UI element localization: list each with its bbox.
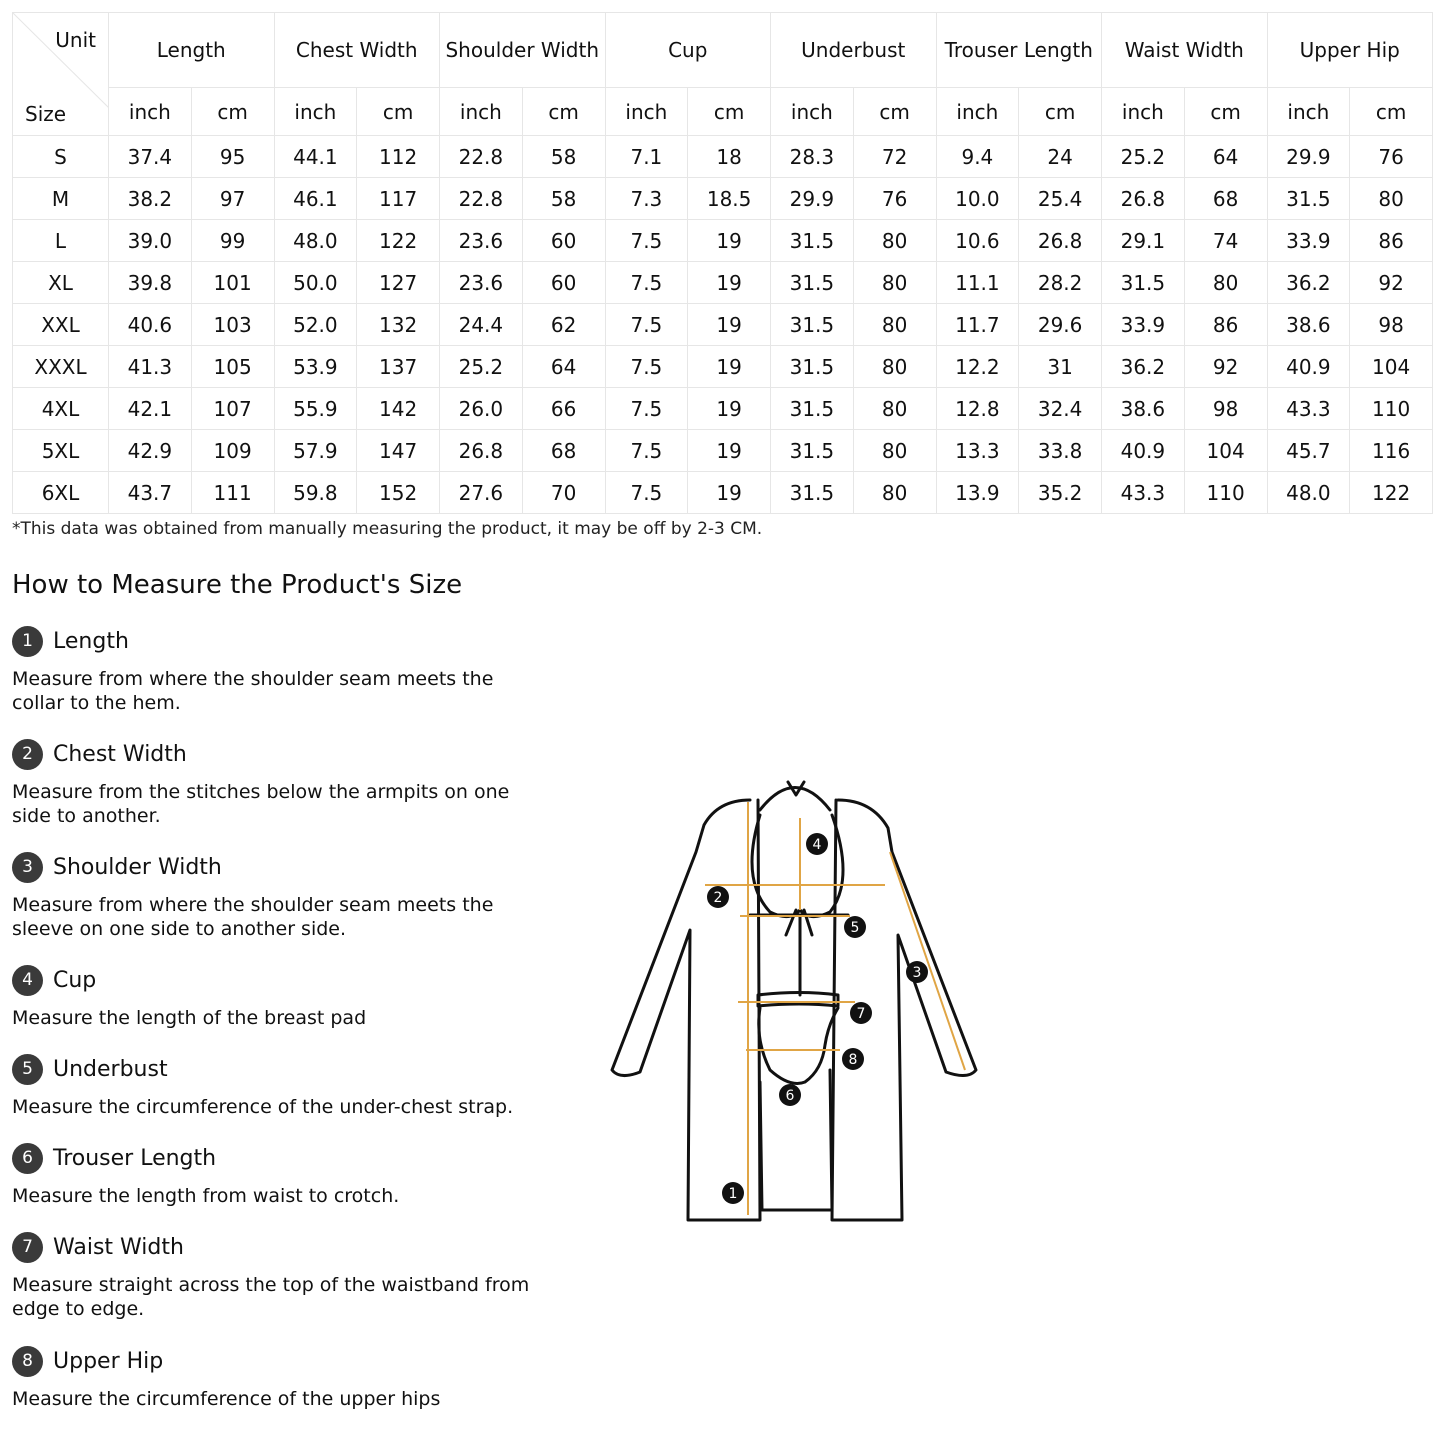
value-cell: 137 — [357, 346, 440, 388]
value-cell: 40.9 — [1267, 346, 1350, 388]
value-cell: 19 — [688, 220, 771, 262]
marker-number: 4 — [812, 837, 822, 853]
marker-number: 1 — [728, 1186, 738, 1202]
value-cell: 7.5 — [605, 346, 688, 388]
value-cell: 31.5 — [771, 304, 854, 346]
value-cell: 31.5 — [771, 262, 854, 304]
top-tie — [786, 910, 812, 995]
value-cell: 19 — [688, 472, 771, 514]
value-cell: 7.5 — [605, 472, 688, 514]
value-cell: 70 — [522, 472, 605, 514]
value-cell: 80 — [1350, 178, 1433, 220]
marker-2-icon — [707, 886, 729, 908]
marker-number: 5 — [850, 920, 860, 936]
value-cell: 13.3 — [936, 430, 1019, 472]
value-cell: 22.8 — [440, 178, 523, 220]
garment-diagram — [600, 770, 990, 1230]
measure-name: Trouser Length — [53, 1145, 217, 1171]
value-cell: 109 — [191, 430, 274, 472]
header-upper-hip: Upper Hip — [1267, 13, 1433, 88]
measure-head — [12, 738, 532, 770]
table-row — [13, 472, 1433, 514]
value-cell: 117 — [357, 178, 440, 220]
value-cell: 48.0 — [1267, 472, 1350, 514]
value-cell: 38.2 — [109, 178, 192, 220]
unit-cm: cm — [853, 88, 936, 136]
value-cell: 80 — [853, 262, 936, 304]
unit-inch: inch — [1102, 88, 1185, 136]
marker-7-icon — [850, 1002, 872, 1024]
value-cell: 13.9 — [936, 472, 1019, 514]
value-cell: 24 — [1019, 136, 1102, 178]
unit-cm: cm — [688, 88, 771, 136]
value-cell: 31.5 — [771, 220, 854, 262]
size-table-body — [13, 136, 1433, 514]
value-cell: 12.2 — [936, 346, 1019, 388]
marker-3-icon — [906, 961, 928, 983]
value-cell: 29.1 — [1102, 220, 1185, 262]
measure-head — [12, 1231, 532, 1263]
table-corner-cell — [13, 13, 109, 136]
value-cell: 52.0 — [274, 304, 357, 346]
table-row — [13, 136, 1433, 178]
value-cell: 92 — [1350, 262, 1433, 304]
measure-name: Underbust — [53, 1056, 168, 1082]
value-cell: 104 — [1350, 346, 1433, 388]
measure-item-trouser-length — [12, 1142, 532, 1208]
value-cell: 38.6 — [1267, 304, 1350, 346]
value-cell: 27.6 — [440, 472, 523, 514]
value-cell: 7.3 — [605, 178, 688, 220]
value-cell: 23.6 — [440, 262, 523, 304]
size-chart-table — [12, 12, 1433, 514]
value-cell: 9.4 — [936, 136, 1019, 178]
measure-name: Waist Width — [53, 1234, 184, 1260]
value-cell: 19 — [688, 262, 771, 304]
value-cell: 25.4 — [1019, 178, 1102, 220]
value-cell: 11.1 — [936, 262, 1019, 304]
value-cell: 31.5 — [1102, 262, 1185, 304]
value-cell: 127 — [357, 262, 440, 304]
table-row — [13, 346, 1433, 388]
value-cell: 41.3 — [109, 346, 192, 388]
header-waist-width: Waist Width — [1102, 13, 1268, 88]
size-cell: L — [13, 220, 109, 262]
header-length: Length — [109, 13, 275, 88]
value-cell: 36.2 — [1267, 262, 1350, 304]
measure-description: Measure from the stitches below the armpits on one side to another. — [12, 781, 510, 827]
measure-item-shoulder-width — [12, 851, 532, 941]
size-cell: M — [13, 178, 109, 220]
number-badge-icon: 5 — [12, 1054, 43, 1085]
unit-cm: cm — [357, 88, 440, 136]
measure-description: Measure the length from waist to crotch. — [12, 1185, 400, 1207]
value-cell: 31.5 — [771, 346, 854, 388]
value-cell: 28.3 — [771, 136, 854, 178]
unit-inch: inch — [771, 88, 854, 136]
value-cell: 10.6 — [936, 220, 1019, 262]
value-cell: 122 — [1350, 472, 1433, 514]
value-cell: 110 — [1184, 472, 1267, 514]
value-cell: 80 — [853, 304, 936, 346]
size-cell: 4XL — [13, 388, 109, 430]
measure-head — [12, 964, 532, 996]
value-cell: 147 — [357, 430, 440, 472]
value-cell: 29.9 — [771, 178, 854, 220]
value-cell: 98 — [1350, 304, 1433, 346]
value-cell: 110 — [1350, 388, 1433, 430]
header-underbust: Underbust — [771, 13, 937, 88]
measurement-note: *This data was obtained from manually measuring the product, it may be off by 2-3 CM. — [12, 519, 763, 539]
value-cell: 24.4 — [440, 304, 523, 346]
measure-description: Measure from where the shoulder seam meets the collar to the hem. — [12, 668, 494, 714]
coat-outline-left — [612, 800, 760, 1220]
marker-number: 3 — [912, 965, 922, 981]
value-cell: 26.8 — [1102, 178, 1185, 220]
unit-inch: inch — [1267, 88, 1350, 136]
value-cell: 43.3 — [1102, 472, 1185, 514]
value-cell: 53.9 — [274, 346, 357, 388]
value-cell: 111 — [191, 472, 274, 514]
value-cell: 99 — [191, 220, 274, 262]
value-cell: 7.5 — [605, 388, 688, 430]
value-cell: 31.5 — [771, 388, 854, 430]
value-cell: 122 — [357, 220, 440, 262]
corner-unit-label: Unit — [55, 28, 96, 52]
value-cell: 80 — [853, 220, 936, 262]
measure-description: Measure the length of the breast pad — [12, 1007, 367, 1029]
measure-name: Upper Hip — [53, 1348, 164, 1374]
value-cell: 132 — [357, 304, 440, 346]
value-cell: 33.9 — [1267, 220, 1350, 262]
measure-head — [12, 625, 532, 657]
marker-number: 6 — [785, 1088, 795, 1104]
value-cell: 31.5 — [771, 472, 854, 514]
value-cell: 64 — [1184, 136, 1267, 178]
measure-head — [12, 1053, 532, 1085]
guide-title: How to Measure the Product's Size — [12, 570, 463, 600]
value-cell: 101 — [191, 262, 274, 304]
size-cell: XXXL — [13, 346, 109, 388]
value-cell: 7.1 — [605, 136, 688, 178]
value-cell: 26.8 — [1019, 220, 1102, 262]
value-cell: 7.5 — [605, 430, 688, 472]
value-cell: 31 — [1019, 346, 1102, 388]
value-cell: 25.2 — [440, 346, 523, 388]
value-cell: 76 — [1350, 136, 1433, 178]
number-badge-icon: 7 — [12, 1232, 43, 1263]
value-cell: 95 — [191, 136, 274, 178]
measure-item-upper-hip — [12, 1345, 532, 1411]
header-chest-width: Chest Width — [274, 13, 440, 88]
value-cell: 55.9 — [274, 388, 357, 430]
value-cell: 31.5 — [1267, 178, 1350, 220]
figure-markers — [707, 833, 928, 1204]
size-cell: S — [13, 136, 109, 178]
value-cell: 86 — [1184, 304, 1267, 346]
value-cell: 59.8 — [274, 472, 357, 514]
measure-description: Measure the circumference of the under-chest strap. — [12, 1096, 514, 1118]
value-cell: 39.8 — [109, 262, 192, 304]
value-cell: 98 — [1184, 388, 1267, 430]
value-cell: 28.2 — [1019, 262, 1102, 304]
value-cell: 58 — [522, 136, 605, 178]
value-cell: 37.4 — [109, 136, 192, 178]
value-cell: 68 — [1184, 178, 1267, 220]
value-cell: 23.6 — [440, 220, 523, 262]
unit-cm: cm — [1350, 88, 1433, 136]
value-cell: 92 — [1184, 346, 1267, 388]
value-cell: 43.7 — [109, 472, 192, 514]
measure-line-shoulder — [890, 852, 965, 1070]
value-cell: 64 — [522, 346, 605, 388]
value-cell: 40.9 — [1102, 430, 1185, 472]
size-cell: XXL — [13, 304, 109, 346]
marker-number: 2 — [713, 890, 723, 906]
value-cell: 31.5 — [771, 430, 854, 472]
marker-6-icon — [779, 1084, 801, 1106]
value-cell: 32.4 — [1019, 388, 1102, 430]
measure-head — [12, 1345, 532, 1377]
marker-4-icon — [806, 833, 828, 855]
value-cell: 22.8 — [440, 136, 523, 178]
value-cell: 66 — [522, 388, 605, 430]
table-row — [13, 388, 1433, 430]
value-cell: 19 — [688, 430, 771, 472]
value-cell: 7.5 — [605, 304, 688, 346]
value-cell: 112 — [357, 136, 440, 178]
value-cell: 97 — [191, 178, 274, 220]
value-cell: 42.1 — [109, 388, 192, 430]
measure-description: Measure from where the shoulder seam meets the sleeve on one side to another side. — [12, 894, 494, 940]
measure-head — [12, 851, 532, 883]
value-cell: 18 — [688, 136, 771, 178]
size-cell: XL — [13, 262, 109, 304]
value-cell: 86 — [1350, 220, 1433, 262]
value-cell: 19 — [688, 388, 771, 430]
value-cell: 62 — [522, 304, 605, 346]
unit-cm: cm — [522, 88, 605, 136]
marker-number: 7 — [856, 1006, 866, 1022]
value-cell: 80 — [853, 388, 936, 430]
unit-cm: cm — [1019, 88, 1102, 136]
bikini-top — [752, 815, 843, 917]
value-cell: 29.6 — [1019, 304, 1102, 346]
value-cell: 107 — [191, 388, 274, 430]
value-cell: 25.2 — [1102, 136, 1185, 178]
value-cell: 12.8 — [936, 388, 1019, 430]
measure-item-waist-width — [12, 1231, 532, 1321]
value-cell: 116 — [1350, 430, 1433, 472]
value-cell: 45.7 — [1267, 430, 1350, 472]
value-cell: 42.9 — [109, 430, 192, 472]
value-cell: 33.8 — [1019, 430, 1102, 472]
value-cell: 7.5 — [605, 220, 688, 262]
number-badge-icon: 3 — [12, 852, 43, 883]
measure-name: Length — [53, 628, 129, 654]
value-cell: 80 — [853, 430, 936, 472]
value-cell: 105 — [191, 346, 274, 388]
measure-item-cup — [12, 964, 532, 1030]
number-badge-icon: 2 — [12, 739, 43, 770]
value-cell: 76 — [853, 178, 936, 220]
value-cell: 72 — [853, 136, 936, 178]
measure-name: Shoulder Width — [53, 854, 222, 880]
value-cell: 7.5 — [605, 262, 688, 304]
unit-inch: inch — [274, 88, 357, 136]
bikini-bottom — [759, 1008, 838, 1084]
unit-inch: inch — [440, 88, 523, 136]
value-cell: 80 — [853, 472, 936, 514]
value-cell: 26.8 — [440, 430, 523, 472]
measure-item-length — [12, 625, 532, 715]
value-cell: 10.0 — [936, 178, 1019, 220]
number-badge-icon: 6 — [12, 1143, 43, 1174]
measure-item-chest-width — [12, 738, 532, 828]
measure-item-underbust — [12, 1053, 532, 1119]
value-cell: 35.2 — [1019, 472, 1102, 514]
value-cell: 38.6 — [1102, 388, 1185, 430]
value-cell: 43.3 — [1267, 388, 1350, 430]
value-cell: 19 — [688, 304, 771, 346]
size-cell: 5XL — [13, 430, 109, 472]
value-cell: 50.0 — [274, 262, 357, 304]
unit-inch: inch — [109, 88, 192, 136]
measure-name: Chest Width — [53, 741, 187, 767]
value-cell: 39.0 — [109, 220, 192, 262]
unit-header-row — [13, 88, 1433, 136]
value-cell: 40.6 — [109, 304, 192, 346]
value-cell: 152 — [357, 472, 440, 514]
value-cell: 80 — [853, 346, 936, 388]
header-cup: Cup — [605, 13, 771, 88]
value-cell: 58 — [522, 178, 605, 220]
unit-inch: inch — [936, 88, 1019, 136]
unit-cm: cm — [191, 88, 274, 136]
value-cell: 103 — [191, 304, 274, 346]
marker-1-icon — [722, 1182, 744, 1204]
value-cell: 44.1 — [274, 136, 357, 178]
number-badge-icon: 4 — [12, 965, 43, 996]
number-badge-icon: 8 — [12, 1346, 43, 1377]
value-cell: 29.9 — [1267, 136, 1350, 178]
unit-cm: cm — [1184, 88, 1267, 136]
measure-description: Measure straight across the top of the waistband from edge to edge. — [12, 1274, 530, 1320]
header-trouser-length: Trouser Length — [936, 13, 1102, 88]
table-row — [13, 304, 1433, 346]
value-cell: 36.2 — [1102, 346, 1185, 388]
table-row — [13, 220, 1433, 262]
value-cell: 57.9 — [274, 430, 357, 472]
marker-8-icon — [842, 1048, 864, 1070]
value-cell: 80 — [1184, 262, 1267, 304]
value-cell: 74 — [1184, 220, 1267, 262]
marker-5-icon — [844, 916, 866, 938]
value-cell: 60 — [522, 220, 605, 262]
value-cell: 18.5 — [688, 178, 771, 220]
table-row — [13, 178, 1433, 220]
table-row — [13, 262, 1433, 304]
measure-head — [12, 1142, 532, 1174]
measure-description: Measure the circumference of the upper hips — [12, 1388, 441, 1410]
waistband — [758, 993, 838, 1007]
value-cell: 104 — [1184, 430, 1267, 472]
marker-number: 8 — [848, 1052, 858, 1068]
value-cell: 26.0 — [440, 388, 523, 430]
measure-name: Cup — [53, 967, 97, 993]
corner-size-label: Size — [25, 102, 67, 126]
header-shoulder-width: Shoulder Width — [440, 13, 606, 88]
value-cell: 68 — [522, 430, 605, 472]
number-badge-icon: 1 — [12, 626, 43, 657]
value-cell: 60 — [522, 262, 605, 304]
value-cell: 46.1 — [274, 178, 357, 220]
value-cell: 142 — [357, 388, 440, 430]
value-cell: 19 — [688, 346, 771, 388]
value-cell: 48.0 — [274, 220, 357, 262]
size-cell: 6XL — [13, 472, 109, 514]
table-row — [13, 430, 1433, 472]
value-cell: 11.7 — [936, 304, 1019, 346]
value-cell: 33.9 — [1102, 304, 1185, 346]
unit-inch: inch — [605, 88, 688, 136]
